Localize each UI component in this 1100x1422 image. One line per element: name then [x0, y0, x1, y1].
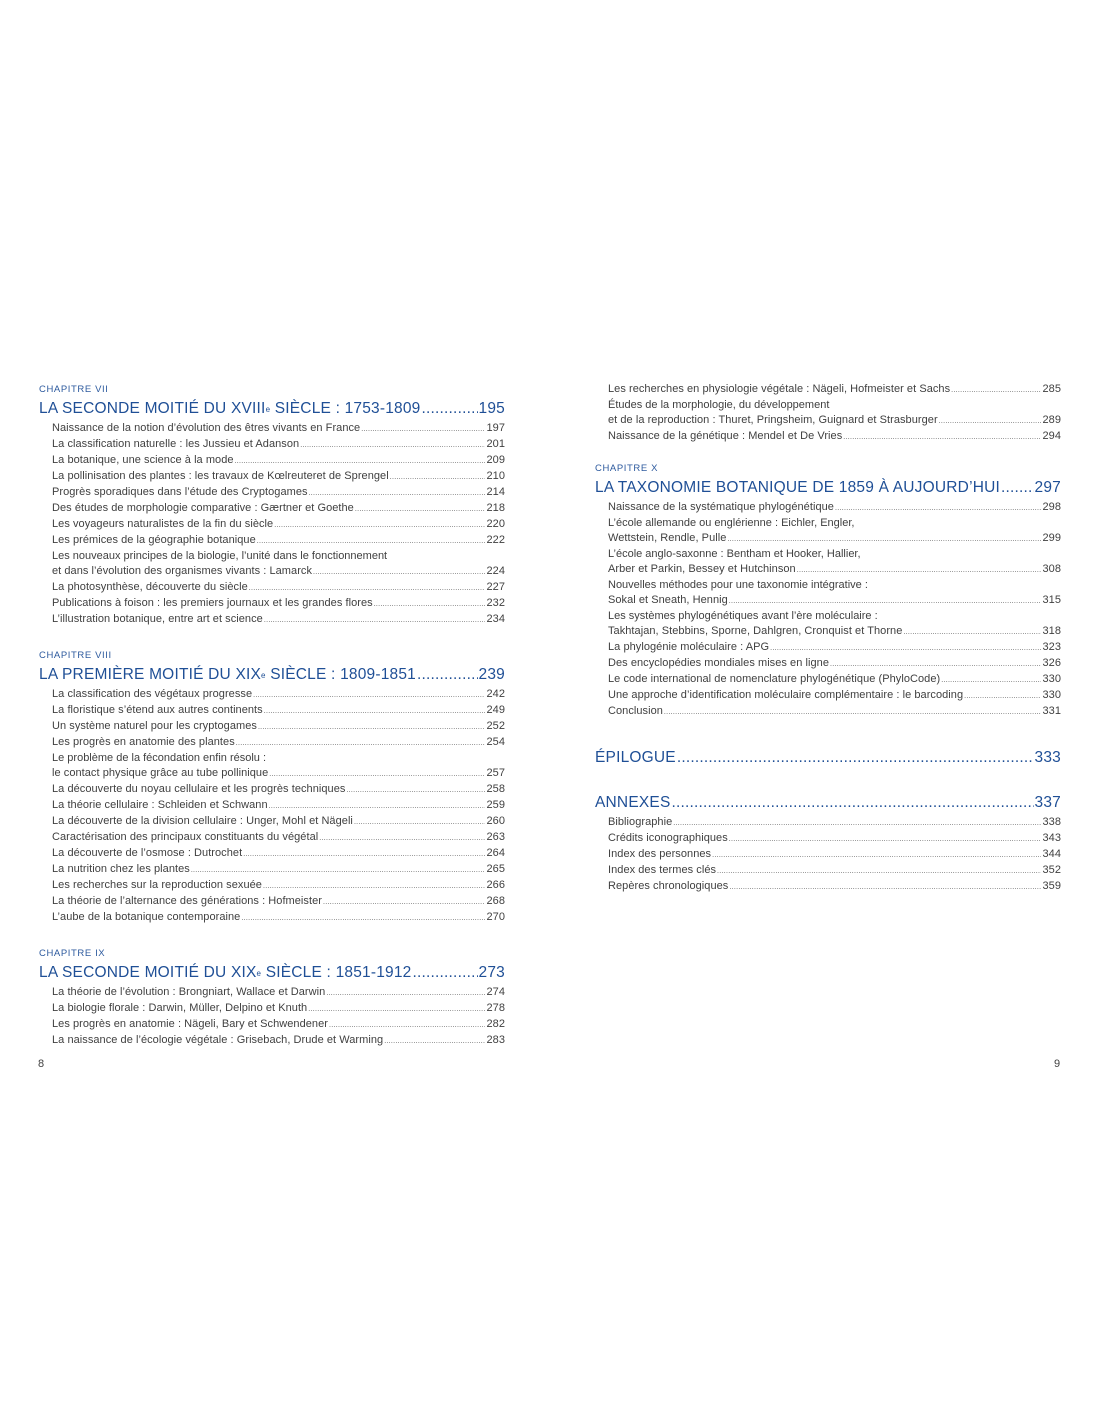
toc-entry-row [52, 1017, 505, 1033]
toc-entry-page: 270 [486, 911, 505, 923]
chapter-title-sup: e [265, 405, 271, 414]
toc-entry [608, 688, 1061, 704]
toc-entry-page: 249 [486, 704, 505, 716]
toc-entry [608, 831, 1061, 847]
toc-entry-text-line1: L’école anglo-saxonne : Bentham et Hooker, Hallier, [608, 548, 861, 560]
toc-entry-page: 338 [1042, 816, 1061, 828]
leader-dots [257, 533, 486, 549]
toc-entry [52, 485, 505, 501]
toc-entry-row [52, 517, 505, 533]
toc-entry [608, 609, 1061, 640]
chapter-label: CHAPITRE IX [39, 948, 106, 959]
toc-entry-row [608, 382, 1061, 398]
toc-entry-page: 242 [486, 688, 505, 700]
toc-entry-text: Les recherches en physiologie végétale : Nägeli, Hofmeister et Sachs [608, 383, 951, 395]
toc-entry-page: 330 [1042, 689, 1061, 701]
toc-entry-page: 282 [486, 1018, 505, 1030]
toc-entry-row [52, 1001, 505, 1017]
toc-entry-text: La biologie florale : Darwin, Müller, Delpino et Knuth [52, 1002, 308, 1014]
toc-entry-text: Les voyageurs naturalistes de la fin du siècle [52, 518, 274, 530]
toc-entry-row [52, 830, 505, 846]
toc-entry-row [608, 562, 1061, 578]
chapter-title-part: LA PREMIÈRE MOITIÉ DU XIX [39, 666, 262, 683]
toc-entry [608, 382, 1061, 398]
toc-entry-page: 252 [486, 720, 505, 732]
toc-entry-row [52, 469, 505, 485]
toc-entry-row [608, 672, 1061, 688]
toc-entry [52, 719, 505, 735]
chapter-title-sup: e [256, 969, 262, 978]
toc-entry-row [608, 831, 1061, 847]
toc-entry-text: Le code international de nomenclature phylogénétique (PhyloCode) [608, 673, 941, 685]
annexes-title-text: ANNEXES [595, 794, 671, 811]
toc-entry [52, 687, 505, 703]
page-number-right: 9 [1054, 1058, 1061, 1070]
toc-entry-row [52, 735, 505, 751]
toc-entry-row [608, 688, 1061, 704]
leader-dots [830, 656, 1041, 672]
toc-entry [608, 656, 1061, 672]
toc-entry [608, 500, 1061, 516]
leader-dots [243, 846, 485, 862]
toc-entry-text: La classification naturelle : les Jussieu et Adanson [52, 438, 300, 450]
toc-entry-page: 308 [1042, 563, 1061, 575]
toc-entry-row [52, 719, 505, 735]
leader-dots [903, 624, 1041, 640]
leader-dots [355, 501, 486, 517]
toc-entry [52, 782, 505, 798]
leader-dots [269, 798, 486, 814]
toc-entry-text: La découverte de l’osmose : Dutrochet [52, 847, 243, 859]
toc-entry-page: 224 [486, 565, 505, 577]
chapter-title-part: SIÈCLE : 1809-1851 [265, 666, 416, 683]
leader-dots [717, 863, 1041, 879]
toc-entry-text: La naissance de l’écologie végétale : Grisebach, Drude et Warming [52, 1034, 384, 1046]
leader-dots [729, 593, 1042, 609]
toc-entry [608, 578, 1061, 609]
leader-dots [374, 596, 486, 612]
chapter-page: 297 [1034, 479, 1061, 496]
toc-entry-text: La découverte du noyau cellulaire et les progrès techniques [52, 783, 346, 795]
chapter-label: CHAPITRE VIII [39, 650, 112, 661]
toc-entry-row [52, 596, 505, 612]
toc-entry-text: Des encyclopédies mondiales mises en ligne [608, 657, 829, 669]
toc-entry-page: 227 [486, 581, 505, 593]
toc-entry-page: 344 [1042, 848, 1061, 860]
toc-entry-text: Index des termes clés [608, 864, 717, 876]
leader-dots [264, 703, 486, 719]
toc-entry-page: 326 [1042, 657, 1061, 669]
leader-dots [300, 437, 485, 453]
toc-entry [52, 453, 505, 469]
page-number-left: 8 [38, 1058, 45, 1070]
toc-entry-text: Des études de morphologie comparative : Gærtner et Goethe [52, 502, 354, 514]
toc-entry-page: 222 [486, 534, 505, 546]
leader-dots [729, 879, 1041, 895]
toc-entry [52, 517, 505, 533]
chapter-entries [39, 985, 505, 1049]
leader-dots [308, 1001, 485, 1017]
toc-entry-text: Index des personnes [608, 848, 712, 860]
toc-entry-page: 268 [486, 895, 505, 907]
chapter-title-text: LA TAXONOMIE BOTANIQUE DE 1859 À AUJOURD’HUI [595, 479, 1001, 496]
toc-entry-page: 214 [486, 486, 505, 498]
leader-dots [673, 815, 1041, 831]
toc-entry-text: Publications à foison : les premiers journaux et les grandes flores [52, 597, 373, 609]
epilogue-page: 333 [1034, 749, 1061, 766]
toc-entry-text-line1: Les systèmes phylogénétiques avant l’ère moléculaire : [608, 610, 878, 622]
toc-entry-text-line1: L’école allemande ou englérienne : Eichler, Engler, [608, 517, 855, 529]
toc-entry-page: 260 [486, 815, 505, 827]
toc-entry-page: 258 [486, 783, 505, 795]
toc-entry-row [52, 814, 505, 830]
toc-entry-page: 234 [486, 613, 505, 625]
toc-entry-text: L’illustration botanique, entre art et science [52, 613, 263, 625]
leader-dots [319, 830, 485, 846]
toc-entry-row [52, 798, 505, 814]
epilogue-title-text: ÉPILOGUE [595, 749, 676, 766]
toc-entry [608, 863, 1061, 879]
leader-dots [264, 612, 486, 628]
leader-dots [241, 910, 485, 926]
toc-entry-text: Une approche d’identification moléculaire complémentaire : le barcoding [608, 689, 964, 701]
chapter-ix-continued [595, 382, 1061, 445]
toc-entry-page: 283 [486, 1034, 505, 1046]
toc-entry-page: 352 [1042, 864, 1061, 876]
leader-dots [797, 562, 1042, 578]
toc-entry-row [52, 1033, 505, 1049]
annexes-page: 337 [1034, 794, 1061, 811]
leader-dots [941, 672, 1041, 688]
chapter-title [39, 399, 505, 419]
toc-entry-page: 289 [1042, 414, 1061, 426]
toc-entry [608, 547, 1061, 578]
toc-entry-page: 210 [486, 470, 505, 482]
toc-entry-page: 232 [486, 597, 505, 609]
toc-entry [608, 704, 1061, 720]
chapter-block [39, 948, 505, 1049]
toc-entry-row [52, 703, 505, 719]
toc-entry-text: La photosynthèse, découverte du siècle [52, 581, 248, 593]
toc-entry-row [52, 501, 505, 517]
toc-entry-row [52, 421, 505, 437]
toc-entry-text: La pollinisation des plantes : les travaux de Kœlreuteret de Sprengel [52, 470, 389, 482]
chapter-title [595, 478, 1061, 498]
toc-entry-text: L’aube de la botanique contemporaine [52, 911, 241, 923]
toc-entry-page: 298 [1042, 501, 1061, 513]
toc-entry-page: 259 [486, 799, 505, 811]
toc-entry [52, 1033, 505, 1049]
chapter-page: 273 [478, 964, 505, 981]
leader-dots [361, 421, 485, 437]
left-page [39, 382, 505, 1071]
leader-dots [236, 735, 486, 751]
toc-entry [52, 846, 505, 862]
leader-dots [964, 688, 1041, 704]
leader-dots [313, 564, 485, 580]
toc-entry-page: 264 [486, 847, 505, 859]
toc-entry [52, 612, 505, 628]
toc-entry-row [52, 846, 505, 862]
toc-entry-row [52, 782, 505, 798]
toc-entry-row [608, 413, 1061, 429]
toc-entry-row [52, 985, 505, 1001]
chapter-entries [39, 421, 505, 628]
right-page [595, 382, 1061, 917]
toc-entry-text: Takhtajan, Stebbins, Sporne, Dahlgren, Cronquist et Thorne [608, 625, 903, 637]
leader-dots [354, 814, 486, 830]
leader-dots [727, 531, 1041, 547]
toc-entry-row [52, 533, 505, 549]
toc-entry-row [52, 437, 505, 453]
leader-dots [729, 831, 1042, 847]
toc-entry-text: Crédits iconographiques [608, 832, 728, 844]
toc-entry-row [52, 878, 505, 894]
epilogue-section [595, 748, 1061, 768]
toc-entry [52, 1017, 505, 1033]
leader-dots [253, 687, 485, 703]
toc-entry-page: 359 [1042, 880, 1061, 892]
toc-entry-row [52, 564, 505, 580]
leader-dots [263, 878, 486, 894]
toc-entry [52, 421, 505, 437]
leader-dots [191, 862, 486, 878]
toc-entry-text: Naissance de la systématique phylogénétique [608, 501, 834, 513]
toc-entry [52, 830, 505, 846]
toc-entry-text: La botanique, une science à la mode [52, 454, 234, 466]
toc-entry [608, 672, 1061, 688]
toc-entry-row [52, 453, 505, 469]
chapter-x [595, 463, 1061, 720]
toc-entry-text-line1: Nouvelles méthodes pour une taxonomie intégrative : [608, 579, 868, 591]
toc-entry-row [608, 624, 1061, 640]
toc-entry-text: Les progrès en anatomie : Nägeli, Bary et Schwendener [52, 1018, 328, 1030]
toc-entry-page: 294 [1042, 430, 1061, 442]
leader-dots [309, 485, 486, 501]
toc-entry [52, 533, 505, 549]
toc-entry-row [52, 862, 505, 878]
chapter-label: CHAPITRE VII [39, 384, 109, 395]
toc-entry-text: La découverte de la division cellulaire : Unger, Mohl et Nägeli [52, 815, 353, 827]
toc-entry-text: La théorie de l’alternance des générations : Hofmeister [52, 895, 322, 907]
toc-entry-page: 265 [486, 863, 505, 875]
toc-entry [52, 596, 505, 612]
leader-dots [835, 500, 1042, 516]
chapter-entries [595, 500, 1061, 720]
toc-entry-row [608, 429, 1061, 445]
chapter-title-part: SIÈCLE : 1851-1912 [261, 964, 412, 981]
toc-entry [52, 501, 505, 517]
chapter-title [39, 963, 505, 983]
toc-entry [52, 580, 505, 596]
chapter-title-text [39, 665, 416, 685]
toc-entry [52, 894, 505, 910]
leader-dots [346, 782, 485, 798]
toc-entry-row [608, 863, 1061, 879]
chapter-title-text [39, 399, 421, 419]
toc-entry-page: 330 [1042, 673, 1061, 685]
toc-entry-text: Naissance de la notion d’évolution des êtres vivants en France [52, 422, 361, 434]
toc-entry-text: et dans l’évolution des organismes vivants : Lamarck [52, 565, 313, 577]
leader-dots [323, 894, 486, 910]
leader-dots [422, 399, 478, 419]
leader-dots [384, 1033, 485, 1049]
toc-entry-page: 285 [1042, 383, 1061, 395]
toc-entry-text: Naissance de la génétique : Mendel et De Vries [608, 430, 843, 442]
toc-entry-page: 331 [1042, 705, 1061, 717]
leader-dots [235, 453, 486, 469]
chapter-page: 195 [478, 400, 505, 417]
toc-entry-page: 209 [486, 454, 505, 466]
toc-entry-page: 274 [486, 986, 505, 998]
toc-entry-text: Wettstein, Rendle, Pulle [608, 532, 727, 544]
chapter-block [39, 384, 505, 628]
leader-dots [269, 766, 485, 782]
toc-entry-page: 220 [486, 518, 505, 530]
toc-entry-row [608, 656, 1061, 672]
toc-entry-row [608, 640, 1061, 656]
toc-entry-row [52, 687, 505, 703]
leader-dots [664, 704, 1042, 720]
toc-entry-text: Sokal et Sneath, Hennig [608, 594, 728, 606]
toc-entry-text: Les progrès en anatomie des plantes [52, 736, 235, 748]
toc-entry-text: La floristique s’étend aux autres continents [52, 704, 263, 716]
toc-entry-text: Progrès sporadiques dans l’étude des Cryptogames [52, 486, 308, 498]
toc-entry-row [52, 910, 505, 926]
toc-entry [52, 735, 505, 751]
toc-entry-text: Bibliographie [608, 816, 673, 828]
toc-entry-text: Conclusion [608, 705, 663, 717]
leader-dots [258, 719, 486, 735]
toc-entry-row [608, 847, 1061, 863]
toc-entry-row [608, 704, 1061, 720]
leader-dots [951, 382, 1041, 398]
epilogue-title [595, 748, 1061, 768]
leader-dots [712, 847, 1041, 863]
toc-entry-row [52, 766, 505, 782]
chapter-title [39, 665, 505, 685]
leader-dots [329, 1017, 486, 1033]
toc-entry-row [52, 485, 505, 501]
toc-entry-text: Les prémices de la géographie botanique [52, 534, 256, 546]
chapter-title-part: LA SECONDE MOITIÉ DU XIX [39, 964, 257, 981]
toc-entry-row [608, 500, 1061, 516]
toc-entry-text-line1: Études de la morphologie, du développement [608, 399, 830, 411]
chapter-block [39, 650, 505, 926]
leader-dots [843, 429, 1041, 445]
toc-entry [52, 751, 505, 782]
leader-dots [249, 580, 486, 596]
leader-dots [413, 963, 478, 983]
chapter-entries [39, 687, 505, 926]
toc-entry-row [608, 815, 1061, 831]
toc-entry [52, 985, 505, 1001]
annexes-title [595, 793, 1061, 813]
toc-entry-text: le contact physique grâce au tube pollinique [52, 767, 269, 779]
toc-entry-page: 218 [486, 502, 505, 514]
toc-entry-text: Caractérisation des principaux constituants du végétal [52, 831, 319, 843]
toc-entry [608, 398, 1061, 429]
toc-entry-page: 254 [486, 736, 505, 748]
toc-entry-text: La classification des végétaux progresse [52, 688, 253, 700]
toc-entry-page: 343 [1042, 832, 1061, 844]
toc-entry-row [52, 612, 505, 628]
toc-entry-page: 315 [1042, 594, 1061, 606]
toc-entry-page: 266 [486, 879, 505, 891]
toc-entry-text: La nutrition chez les plantes [52, 863, 190, 875]
leader-dots [939, 413, 1042, 429]
toc-entry [608, 516, 1061, 547]
leader-dots [390, 469, 486, 485]
toc-entry-text: Un système naturel pour les cryptogames [52, 720, 257, 732]
toc-entry-text: Les recherches sur la reproduction sexuée [52, 879, 262, 891]
toc-entry [52, 703, 505, 719]
chapter-page: 239 [478, 666, 505, 683]
toc-entry [608, 640, 1061, 656]
toc-entry-row [608, 531, 1061, 547]
toc-entry [52, 469, 505, 485]
leader-dots [326, 985, 485, 1001]
toc-entry [52, 549, 505, 580]
toc-entry-text-line1: Les nouveaux principes de la biologie, l’unité dans le fonctionnement [52, 550, 388, 562]
toc-entry [52, 910, 505, 926]
leader-dots [417, 665, 478, 685]
toc-entry-row [608, 593, 1061, 609]
leader-dots [274, 517, 485, 533]
toc-entry-page: 201 [486, 438, 505, 450]
toc-entry [52, 437, 505, 453]
toc-entry-text: La théorie cellulaire : Schleiden et Schwann [52, 799, 268, 811]
toc-entry [52, 878, 505, 894]
toc-entry [608, 429, 1061, 445]
toc-entry [608, 879, 1061, 895]
toc-entry-page: 299 [1042, 532, 1061, 544]
toc-entry-page: 318 [1042, 625, 1061, 637]
toc-entry-page: 197 [486, 422, 505, 434]
toc-entry [52, 798, 505, 814]
chapter-title-part: SIÈCLE : 1753-1809 [270, 400, 421, 417]
toc-entry-text: et de la reproduction : Thuret, Pringsheim, Guignard et Strasburger [608, 414, 938, 426]
toc-entry-page: 323 [1042, 641, 1061, 653]
toc-entry-page: 257 [486, 767, 505, 779]
toc-entry-row [52, 894, 505, 910]
chapter-title-part: LA SECONDE MOITIÉ DU XVIII [39, 400, 266, 417]
chapter-title-text [39, 963, 412, 983]
toc-entry [52, 814, 505, 830]
toc-entry-page: 263 [486, 831, 505, 843]
toc-entry [52, 862, 505, 878]
toc-entry-text: La théorie de l’évolution : Brongniart, Wallace et Darwin [52, 986, 326, 998]
annexes-section [595, 793, 1061, 895]
toc-entry [608, 847, 1061, 863]
toc-entry [52, 1001, 505, 1017]
toc-entry-text: La phylogénie moléculaire : APG [608, 641, 770, 653]
annexes-entries [595, 815, 1061, 895]
chapter-label: CHAPITRE X [595, 463, 659, 474]
toc-entry-text-line1: Le problème de la fécondation enfin résolu : [52, 752, 267, 764]
toc-entry-text: Arber et Parkin, Bessey et Hutchinson [608, 563, 796, 575]
leader-dots [770, 640, 1041, 656]
toc-entry-text: Repères chronologiques [608, 880, 729, 892]
chapter-title-sup: e [261, 671, 266, 680]
toc-entry-row [52, 580, 505, 596]
toc-entry [608, 815, 1061, 831]
toc-entry-row [608, 879, 1061, 895]
toc-entry-page: 278 [486, 1002, 505, 1014]
